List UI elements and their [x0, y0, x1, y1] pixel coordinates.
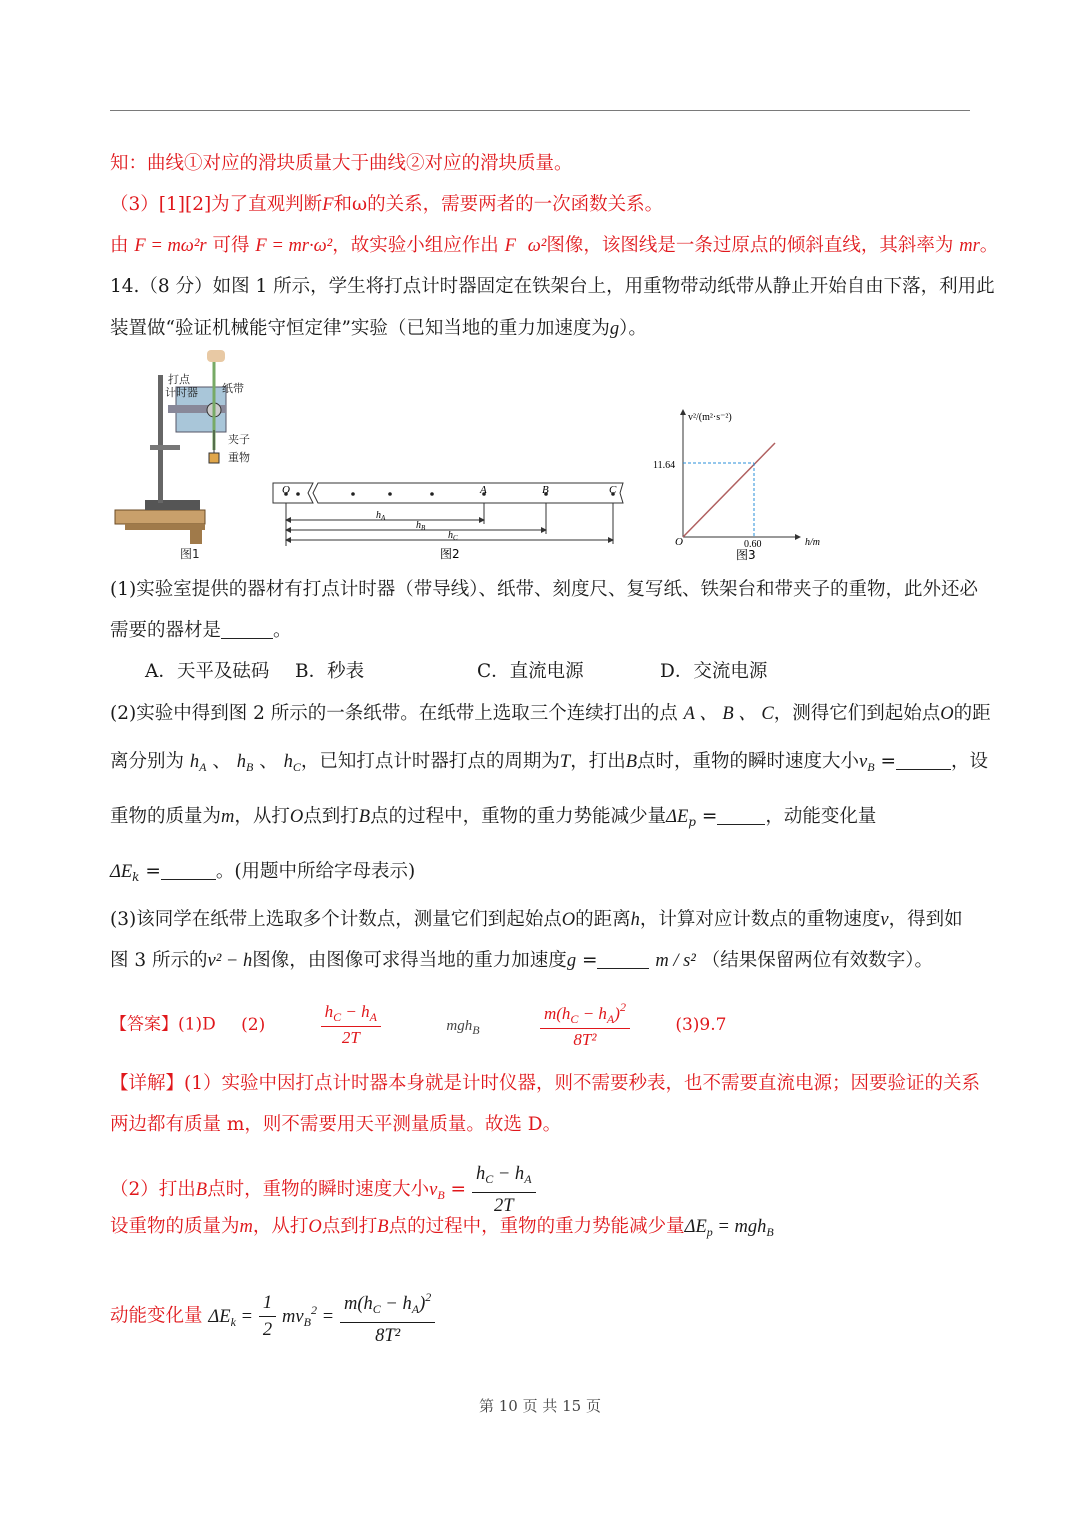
- solution-line-2: （3）[1][2]为了直观判断F和ω的关系，需要两者的一次函数关系。: [110, 194, 664, 215]
- detail-fraction-dEk: $\frac{m(h_C - h_A)^2}{\text{8T²}}$: [340, 1285, 435, 1348]
- point-C: C: [609, 484, 617, 496]
- label-hB: $h_B$: [416, 520, 426, 532]
- label-hC: $h_C$: [448, 530, 458, 542]
- x-tick: 0.60: [744, 539, 762, 550]
- y-axis-label: v²/(m²·s⁻²): [688, 412, 732, 423]
- option-a[interactable]: A．天平及砝码: [145, 661, 270, 682]
- sub-question-1-line-1: (1)实验室提供的器材有打点计时器（带导线）、纸带、刻度尺、复写纸、铁架台和带夹子的重物，此外还必: [110, 579, 978, 600]
- answer-fraction-dEk: $\frac{m(h_C - h_A)^2}{\text{8T²}}$: [540, 1000, 630, 1050]
- x-axis-label: h/m: [805, 537, 820, 548]
- label-tape: 纸带: [222, 382, 244, 395]
- option-c[interactable]: C．直流电源: [477, 661, 584, 682]
- question-stem-2: 装置做“验证机械能守恒定律”实验（已知当地的重力加速度为g）。: [110, 318, 647, 339]
- sub-question-1-line-2: 需要的器材是 。: [110, 620, 292, 641]
- answer-fraction-vB: $\frac{h_C - h_A}{2T}$: [321, 1002, 381, 1048]
- detail-line-5: 动能变化量 $\Delta E_k$ = $\frac{1}{2}$ $mv_B^2$ = $\frac{m(h_C - h_A)^2}{\text{8T²}}$: [110, 1285, 435, 1348]
- origin-label: O: [675, 536, 683, 548]
- sub-question-2-line-3: 重物的质量为m，从打O点到打B点的过程中，重物的重力势能减少量$\Delta E_p$ = ，动能变化量: [110, 806, 877, 829]
- sub-question-3-line-2: 图 3 所示的v² − h图像，由图像可求得当地的重力加速度g = m / s² （结果保留两位有效数字）。: [110, 950, 933, 971]
- option-b[interactable]: B．秒表: [295, 661, 365, 682]
- answer-blank-vB[interactable]: [896, 751, 951, 770]
- sub-question-3-line-1: (3)该同学在纸带上选取多个计数点，测量它们到起始点O的距离h，计算对应计数点的重物速度v，得到如: [110, 909, 963, 930]
- answer-blank-dEp[interactable]: [717, 806, 765, 825]
- detail-line-1: 【详解】(1）实验中因打点计时器本身就是计时仪器，则不需要秒表，也不需要直流电源；因要验证的关系: [110, 1073, 981, 1094]
- option-d[interactable]: D．交流电源: [660, 661, 768, 682]
- detail-line-3: （2）打出B点时，重物的瞬时速度大小$v_B$ = $\frac{h_C - h_A}{2T}$: [110, 1162, 536, 1218]
- solution-line-3: 由 F = mω²r 可得 F = mr·ω²，故实验小组应作出 F ω²图像，该图线是一条过原点的倾斜直线，其斜率为 mr。: [110, 235, 999, 256]
- sub-question-2-line-2: 离分别为 $h_A$ 、 $h_B$ 、 $h_C$，已知打点计时器打点的周期为T，打出B点时，重物的瞬时速度大小$v_B$ = ，设: [110, 751, 989, 774]
- sub-question-2-line-4: $\Delta E_k$ = 。(用题中所给字母表示): [110, 861, 416, 884]
- header-rule: [110, 110, 970, 111]
- detail-line-4: 设重物的质量为m，从打O点到打B点的过程中，重物的重力势能减少量$\Delta E_p = mgh_B$: [110, 1216, 774, 1239]
- question-stem-1: 14.（8 分）如图 1 所示，学生将打点计时器固定在铁架台上，用重物带动纸带从静止开始自由下落，利用此: [110, 276, 995, 297]
- solution-line-1: 知：曲线①对应的滑块质量大于曲线②对应的滑块质量。: [110, 153, 573, 174]
- point-B: B: [542, 484, 549, 496]
- figure-2-tape: [268, 478, 633, 563]
- figure-1-apparatus: [110, 350, 270, 565]
- answer-line: 【答案】(1)D (2) $\frac{h_C - h_A}{2T}$ mgh$_B$ $\frac{m(h_C - h_A)^2}{\text{8T²}}$ (3)9.7: [110, 1000, 727, 1049]
- label-clip: 夹子: [228, 433, 250, 446]
- figure-1-caption: 图1: [180, 547, 200, 561]
- detail-fraction-vB: $\frac{h_C - h_A}{2T}$: [472, 1162, 536, 1218]
- figure-3-graph: [650, 405, 840, 565]
- y-tick: 11.64: [653, 460, 676, 471]
- figure-3-caption: 图3: [736, 548, 756, 562]
- answer-blank-g[interactable]: [597, 950, 649, 969]
- detail-fraction-half: $\frac{1}{2}$: [259, 1291, 276, 1342]
- label-weight: 重物: [228, 451, 250, 464]
- label-hA: $h_A$: [376, 510, 386, 522]
- page-footer: 第 10 页 共 15 页: [478, 1397, 601, 1415]
- label-timer: 打点计时器: [165, 373, 198, 399]
- point-O: O: [282, 484, 290, 496]
- figure-2-caption: 图2: [440, 547, 460, 561]
- point-A: A: [480, 484, 487, 496]
- sub-question-2-line-1: (2)实验中得到图 2 所示的一条纸带。在纸带上选取三个连续打出的点 A 、 B 、 C，测得它们到起始点O的距: [110, 703, 991, 724]
- answer-blank-dEk[interactable]: [161, 861, 216, 880]
- detail-line-2: 两边都有质量 m，则不需要用天平测量质量。故选 D。: [110, 1114, 562, 1135]
- answer-blank-1[interactable]: [221, 620, 273, 639]
- fit-line: [683, 443, 775, 537]
